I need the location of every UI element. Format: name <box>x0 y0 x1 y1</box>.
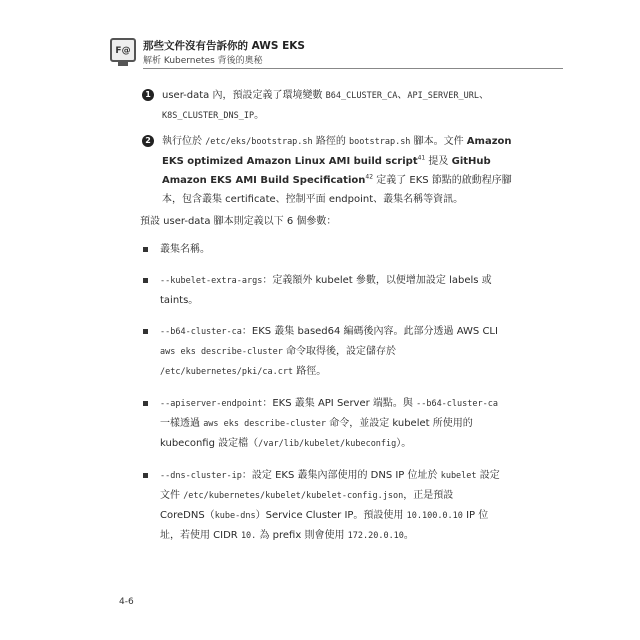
text: ，正是預設 CoreDNS（ <box>160 490 454 521</box>
code: --b64-cluster-ca <box>416 399 498 409</box>
parameter-list <box>140 240 500 558</box>
text: ：設定 EKS 叢集內部使用的 DNS IP 位址於 <box>241 470 441 481</box>
code: --kubelet-extra-args <box>160 276 263 286</box>
page-header <box>110 38 530 72</box>
code: kube-dns <box>214 511 256 521</box>
doc-reference-1: Amazon EKS optimized Amazon Linux AMI build script <box>162 136 512 167</box>
text: 提及 <box>425 156 452 167</box>
header-divider <box>143 68 563 69</box>
text: 叢集名稱。 <box>160 244 210 255</box>
page-number: 4-6 <box>119 597 134 607</box>
code: kubelet <box>440 471 477 481</box>
text: 、 <box>478 90 489 101</box>
code: --dns-cluster-ip <box>160 471 242 481</box>
code: API_SERVER_URL <box>407 91 479 101</box>
bullet-square-icon <box>143 329 148 334</box>
list-item <box>140 271 500 310</box>
text: IP 位址，若使用 CIDR <box>160 510 489 541</box>
book-subtitle: 解析 Kubernetes 背後的奧秘 <box>143 56 263 66</box>
numbered-item-2 <box>140 132 522 209</box>
numbered-item-1 <box>140 86 522 126</box>
text: ：定義額外 kubelet 參數，以便增加設定 labels 或 taints。 <box>160 275 492 306</box>
bullet-square-icon <box>143 278 148 283</box>
code: /var/lib/kubelet/kubeconfig <box>258 439 397 449</box>
code: --apiserver-endpoint <box>160 399 263 409</box>
bullet-square-icon <box>143 401 148 406</box>
code: 172.20.0.10 <box>347 531 404 541</box>
text: 為 prefix 則會使用 <box>256 530 348 541</box>
text: user-data 內，預設定義了環境變數 <box>162 90 326 101</box>
list-item <box>140 394 500 454</box>
bullet-square-icon <box>143 247 148 252</box>
text: 定義了 EKS 節點的啟動程序腳本，包含叢集 certificate、控制平面 endpoint、叢集名稱等資訊。 <box>162 175 512 205</box>
code: bootstrap.sh <box>349 137 411 147</box>
bullet-square-icon <box>143 473 148 478</box>
code: /etc/eks/bootstrap.sh <box>205 137 313 147</box>
text: 一樣透過 <box>160 418 204 429</box>
doc-reference-2: GitHub Amazon EKS AMI Build Specification <box>162 156 491 186</box>
footnote-41: 41 <box>417 154 426 162</box>
number-badge-1: 1 <box>142 89 154 101</box>
code: 10.100.0.10 <box>406 511 463 521</box>
list-item <box>140 466 500 546</box>
text: 。 <box>403 530 414 541</box>
list-item <box>140 322 500 382</box>
text: 、 <box>397 90 408 101</box>
list-item <box>140 240 500 259</box>
code: B64_CLUSTER_CA <box>325 91 398 101</box>
code: 10. <box>240 531 257 541</box>
number-badge-2: 2 <box>142 135 154 147</box>
text: 命令，並設定 kubelet 所使用的 kubeconfig 設定檔（ <box>160 418 473 449</box>
code: aws eks describe-cluster <box>203 419 327 429</box>
text: ）Service Cluster IP。預設使用 <box>255 510 407 521</box>
text: 執行位於 <box>162 136 206 147</box>
text: 命令取得後，設定儲存於 <box>282 346 397 357</box>
text: ：EKS 叢集 based64 編碼後內容。此部分透過 AWS CLI <box>241 326 498 337</box>
code: --b64-cluster-ca <box>160 327 242 337</box>
logo-stand <box>118 62 128 66</box>
text: 路徑。 <box>293 366 327 377</box>
text: ）。 <box>396 438 412 449</box>
code: K8S_CLUSTER_DNS_IP <box>162 111 255 121</box>
text: ：EKS 叢集 API Server 端點。與 <box>262 398 417 409</box>
text: 路徑的 <box>312 136 350 147</box>
footnote-42: 42 <box>365 173 374 181</box>
code: /etc/kubernetes/kubelet/kubelet-config.json <box>183 491 404 501</box>
intro-paragraph: 預設 user-data 腳本則定義以下 6 個參數： <box>140 216 337 227</box>
code: aws eks describe-cluster <box>160 347 283 357</box>
book-title: 那些文件沒有告訴你的 AWS EKS <box>143 40 305 52</box>
code: /etc/kubernetes/pki/ca.crt <box>160 367 294 377</box>
text: 。 <box>254 110 265 121</box>
text: 設定文件 <box>160 470 500 501</box>
text: 腳本。文件 <box>410 136 467 147</box>
book-logo-icon: F@ <box>110 38 136 62</box>
